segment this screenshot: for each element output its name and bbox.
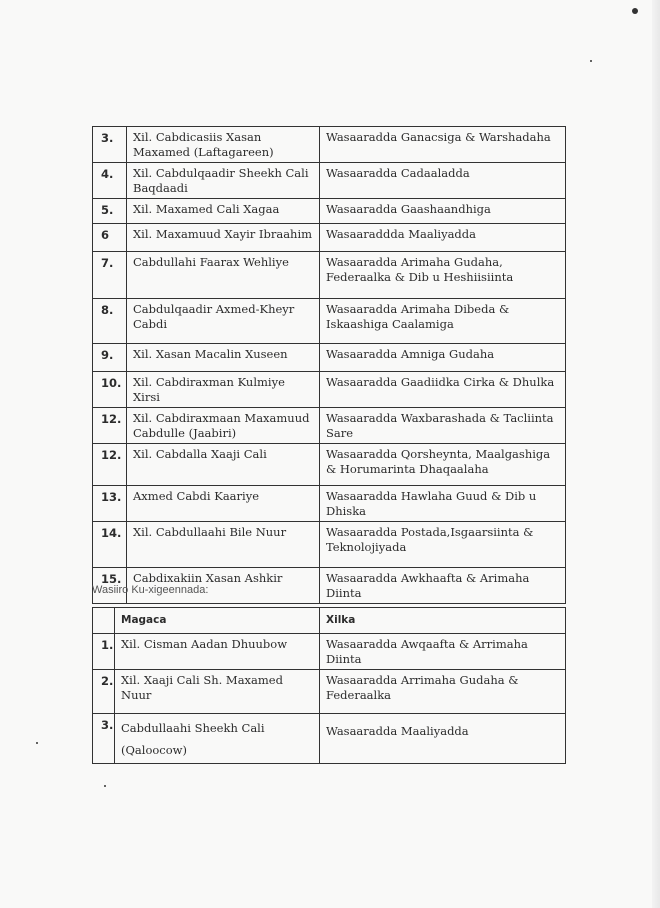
ministry-title: Wasaaradda Arimaha Gudaha, Federaalka & Dib u Heshiisiinta [320, 252, 566, 299]
row-number: 8. [93, 299, 127, 344]
ministry-title: Wasaaradda Cadaaladda [320, 163, 566, 199]
ministry-title: Wasaaradda Arimaha Dibeda & Iskaashiga Caalamiga [320, 299, 566, 344]
ministers-table [92, 126, 566, 604]
minister-name: Xil. Xasan Macalin Xuseen [127, 344, 320, 372]
deputy-ministers-caption: Wasiiro Ku-xigeennada: [92, 584, 209, 596]
scan-edge-shadow [652, 0, 660, 908]
minister-name: Cabdixakiin Xasan Ashkir [127, 568, 320, 604]
row-number: 5. [93, 199, 127, 224]
table-row [93, 127, 566, 163]
scan-speck [36, 742, 38, 744]
ministry-title: Wasaaradda Gaashaandhiga [320, 199, 566, 224]
ministry-title: Wasaaradda Waxbarashada & Tacliinta Sare [320, 408, 566, 444]
ministry-title: Wasaaradda Gaadiidka Cirka & Dhulka [320, 372, 566, 408]
row-number: 1. [93, 634, 115, 670]
scan-speck [590, 60, 592, 62]
table-row [93, 299, 566, 344]
minister-name: Xil. Cabdiraxman Kulmiye Xirsi [127, 372, 320, 408]
table-row [93, 444, 566, 486]
table-row [93, 252, 566, 299]
row-number: 14. [93, 522, 127, 568]
row-number: 12. [93, 444, 127, 486]
deputy-name: Cabdullaahi Sheekh Cali (Qaloocow) [115, 714, 320, 764]
table-row [93, 372, 566, 408]
row-number: 12. [93, 408, 127, 444]
table-row [93, 714, 566, 764]
ministry-title: Wasaaradda Qorsheynta, Maalgashiga & Horumarinta Dhaqaalaha [320, 444, 566, 486]
ministry-title: Wasaaradda Amniga Gudaha [320, 344, 566, 372]
row-number: 15. [93, 568, 127, 604]
minister-name: Xil. Cabdalla Xaaji Cali [127, 444, 320, 486]
minister-name: Axmed Cabdi Kaariye [127, 486, 320, 522]
table-row [93, 670, 566, 714]
row-number: 3. [93, 127, 127, 163]
row-number: 9. [93, 344, 127, 372]
scan-speck [104, 785, 106, 787]
table-row [93, 199, 566, 224]
ministry-title: Wasaaradda Maaliyadda [320, 714, 566, 764]
row-number: 4. [93, 163, 127, 199]
minister-name: Xil. Maxamuud Xayir Ibraahim [127, 224, 320, 252]
minister-name: Xil. Cabdulqaadir Sheekh Cali Baqdaadi [127, 163, 320, 199]
header-name: Magaca [115, 608, 320, 634]
ministry-title: Wasaaradda Postada,Isgaarsiinta & Teknolojiyada [320, 522, 566, 568]
ministry-title: Wasaaradda Hawlaha Guud & Dib u Dhiska [320, 486, 566, 522]
minister-name: Xil. Cabdullaahi Bile Nuur [127, 522, 320, 568]
table-row [93, 522, 566, 568]
table-row [93, 163, 566, 199]
table-row [93, 408, 566, 444]
ministry-title: Wasaaradda Awqaafta & Arrimaha Diinta [320, 634, 566, 670]
ministry-title: Wasaaradda Awkhaafta & Arimaha Diinta [320, 568, 566, 604]
row-number: 10. [93, 372, 127, 408]
minister-name: Cabdullahi Faarax Wehliye [127, 252, 320, 299]
row-number: 13. [93, 486, 127, 522]
scan-speck [632, 8, 638, 14]
deputy-name: Xil. Cisman Aadan Dhuubow [115, 634, 320, 670]
row-number: 6 [93, 224, 127, 252]
table-row [93, 344, 566, 372]
row-number: 7. [93, 252, 127, 299]
deputy-ministers-table [92, 607, 566, 764]
row-number: 3. [93, 714, 115, 764]
table-header-row [93, 608, 566, 634]
table-row [93, 486, 566, 522]
minister-name: Xil. Cabdiraxmaan Maxamuud Cabdulle (Jaabiri) [127, 408, 320, 444]
ministry-title: Wasaaraddda Maaliyadda [320, 224, 566, 252]
deputy-name: Xil. Xaaji Cali Sh. Maxamed Nuur [115, 670, 320, 714]
header-role: Xilka [320, 608, 566, 634]
row-number: 2. [93, 670, 115, 714]
header-number [93, 608, 115, 634]
minister-name: Xil. Cabdicasiis Xasan Maxamed (Laftagareen) [127, 127, 320, 163]
minister-name: Xil. Maxamed Cali Xagaa [127, 199, 320, 224]
table-row [93, 224, 566, 252]
ministry-title: Wasaaradda Ganacsiga & Warshadaha [320, 127, 566, 163]
table-row [93, 634, 566, 670]
minister-name: Cabdulqaadir Axmed-Kheyr Cabdi [127, 299, 320, 344]
ministry-title: Wasaaradda Arrimaha Gudaha & Federaalka [320, 670, 566, 714]
